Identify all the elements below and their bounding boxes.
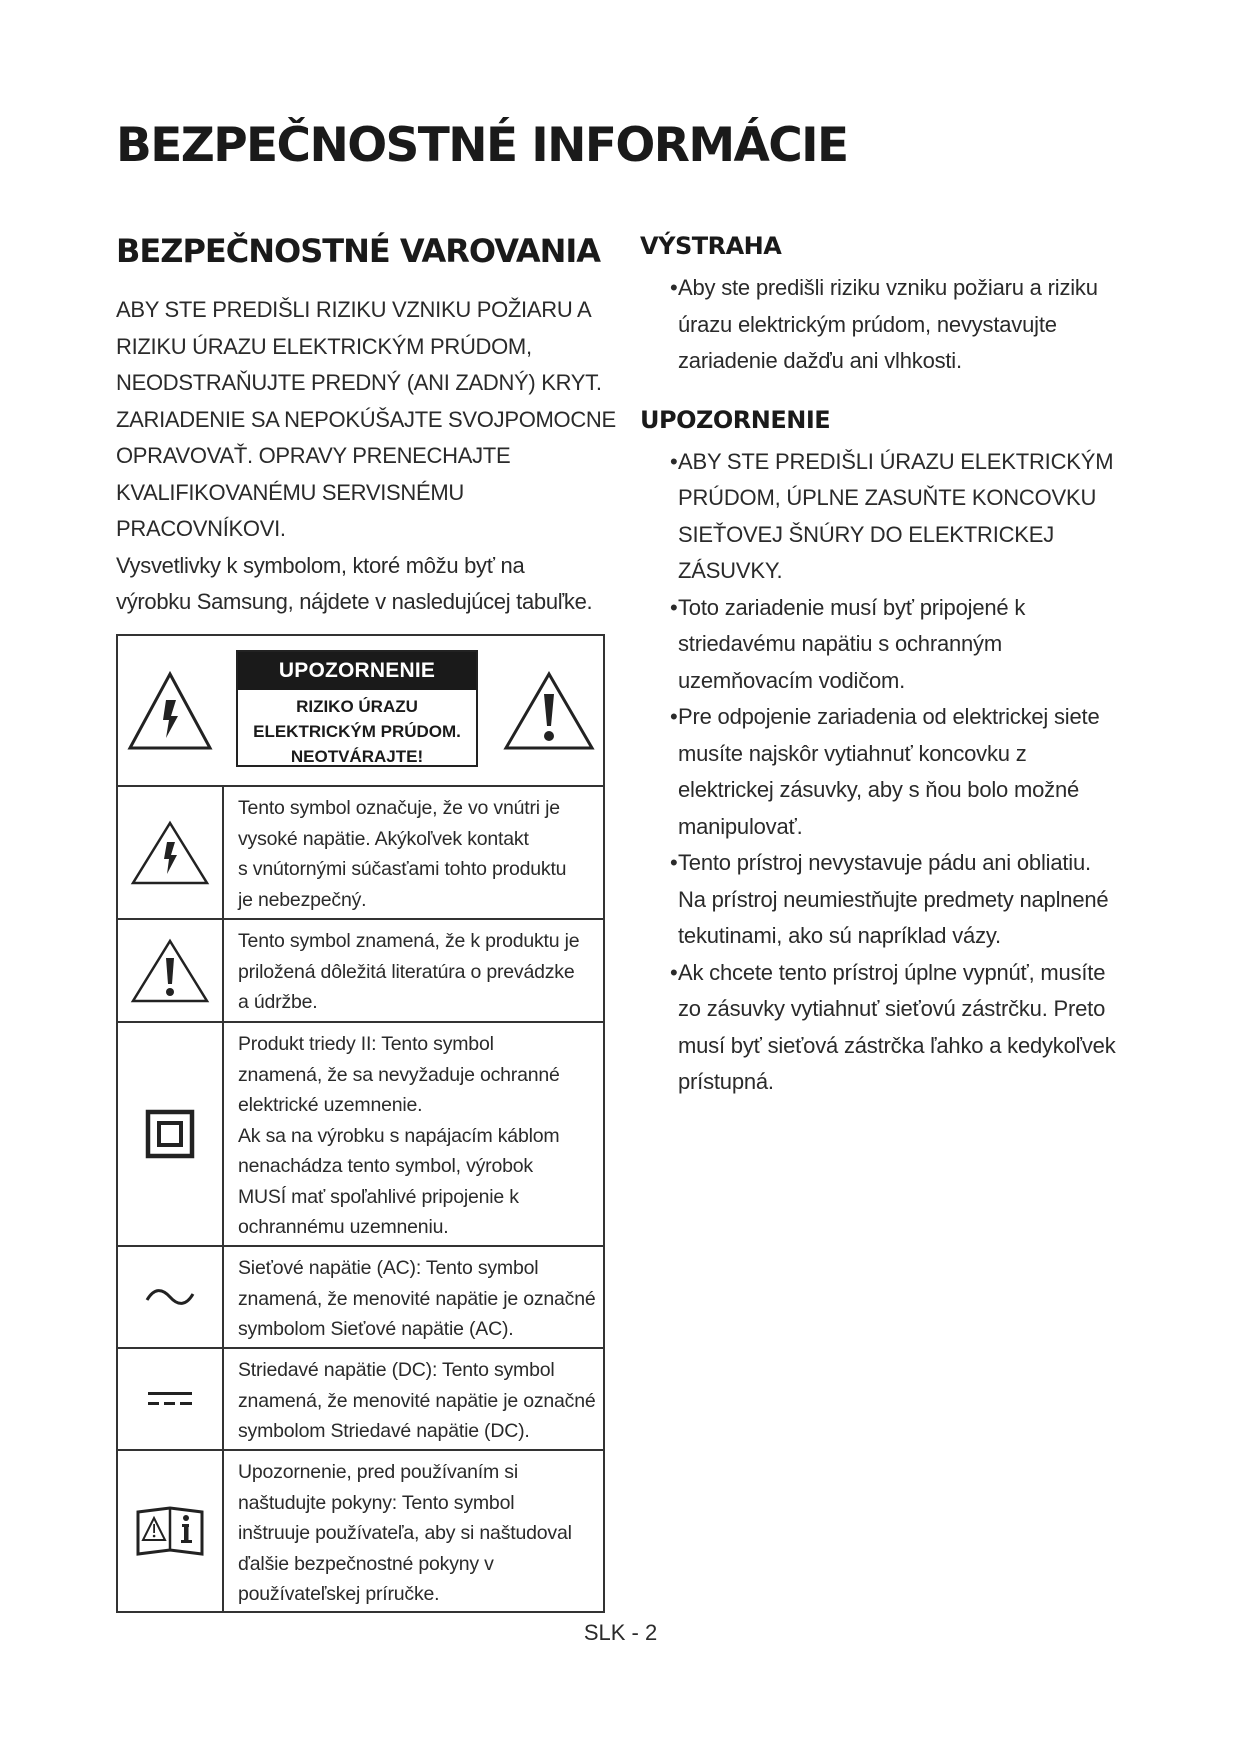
item-line: Aby ste predišli riziku vzniku požiaru a riziku — [678, 275, 1098, 300]
item-line: Pre odpojenie zariadenia od elektrickej siete — [678, 704, 1100, 729]
symbol-row-class-ii — [118, 1023, 603, 1247]
symbol-row-exclamation — [118, 920, 603, 1023]
description-line: Sieťové napätie (AC): Tento symbol — [238, 1257, 539, 1279]
double-square-icon — [145, 1109, 195, 1159]
exclamation-triangle-icon — [130, 938, 210, 1004]
caution-label-title: UPOZORNENIE — [238, 652, 476, 690]
item-line: ZÁSUVKY. — [678, 558, 783, 583]
warning-list — [640, 270, 1140, 380]
item-line: manipulovať. — [678, 813, 803, 839]
description-line: Tento symbol znamená, že k produktu je — [238, 930, 580, 952]
lightning-triangle-icon — [126, 670, 214, 752]
page-title: BEZPEČNOSTNÉ INFORMÁCIE — [116, 118, 848, 173]
caution-item: • Tento prístroj nevystavuje pádu ani obliatiu. Na prístroj neumiestňujte predmety naplnené tekutinami, ako sú napríklad vázy. — [640, 845, 1140, 955]
intro-line: NEODSTRAŇUJTE PREDNÝ (ANI ZADNÝ) KRYT. — [116, 370, 602, 395]
warnings-column — [640, 232, 1140, 1101]
symbol-row-lightning — [118, 787, 603, 920]
caution-label-box — [236, 650, 478, 767]
warning-heading: VÝSTRAHA — [640, 232, 782, 260]
caution-item: • Toto zariadenie musí byť pripojené k striedavému napätiu s ochranným uzemňovacím vodičom. — [640, 590, 1140, 700]
symbol-description — [224, 787, 603, 918]
item-line: elektrickej zásuvky, aby s ňou bolo možné — [678, 777, 1080, 802]
description-line: symbolom Sieťové napätie (AC). — [238, 1318, 514, 1340]
description-line: znamená, že menovité napätie je označné — [238, 1389, 596, 1412]
item-line: ABY STE PREDIŠLI ÚRAZU ELEKTRICKÝM — [678, 448, 1114, 474]
item-line: Tento prístroj nevystavuje pádu ani obliatiu. — [678, 850, 1091, 875]
description-line: MUSÍ mať spoľahlivé pripojenie k — [238, 1185, 519, 1208]
symbol-description — [224, 1023, 603, 1245]
item-line: uzemňovacím vodičom. — [678, 667, 906, 693]
item-line: PRÚDOM, ÚPLNE ZASUŇTE KONCOVKU — [678, 485, 1097, 510]
symbol-description — [224, 1451, 603, 1611]
symbol-table — [116, 634, 605, 1613]
safety-warnings-section — [116, 232, 616, 621]
description-line: je nebezpečný. — [238, 888, 367, 911]
caution-heading: UPOZORNENIE — [640, 405, 831, 434]
intro-line: KVALIFIKOVANÉMU SERVISNÉMU — [116, 479, 464, 505]
item-line: Na prístroj neumiestňujte predmety naplnené — [678, 886, 1109, 912]
symbol-row-dc — [118, 1349, 603, 1451]
dc-lines-icon — [146, 1389, 194, 1409]
item-line: tekutinami, ako sú napríklad vázy. — [678, 923, 1001, 948]
symbol-row-manual — [118, 1451, 603, 1611]
description-line: elektrické uzemnenie. — [238, 1094, 423, 1116]
description-line: ďalšie bezpečnostné pokyny v — [238, 1552, 494, 1575]
description-line: Striedavé napätie (DC): Tento symbol — [238, 1359, 555, 1381]
symbol-row-ac — [118, 1247, 603, 1349]
page-number: SLK - 2 — [583, 1620, 658, 1645]
item-line: Toto zariadenie musí byť pripojené k — [678, 594, 1026, 620]
description-line: Produkt triedy II: Tento symbol — [238, 1033, 494, 1055]
item-line: zariadenie dažďu ani vlhkosti. — [678, 348, 962, 373]
intro-line: ABY STE PREDIŠLI RIZIKU VZNIKU POŽIARU A — [116, 297, 592, 322]
description-line: Ak sa na výrobku s napájacím káblom — [238, 1124, 560, 1147]
item-line: musí byť sieťová zástrčka ľahko a kedykoľvek — [678, 1032, 1116, 1058]
symbol-description — [224, 1247, 603, 1347]
caution-item: • Ak chcete tento prístroj úplne vypnúť, musíte zo zásuvky vytiahnuť sieťovú zástrčku. Preto musí byť sieťová zástrčka ľahko a kedykoľvek prístupná. — [640, 955, 1140, 1101]
description-line: nenachádza tento symbol, výrobok — [238, 1155, 533, 1177]
description-line: ochrannému uzemneniu. — [238, 1216, 449, 1238]
caution-header-row — [118, 636, 603, 787]
description-line: priložená dôležitá literatúra o prevádzke — [238, 960, 575, 983]
description-line: inštruuje používateľa, aby si naštudoval — [238, 1522, 572, 1544]
symbol-description — [224, 920, 603, 1021]
lightning-triangle-icon — [130, 820, 210, 886]
item-line: striedavému napätiu s ochranným — [678, 631, 1002, 656]
caution-list — [640, 444, 1140, 1101]
caution-label-line: NEOTVÁRAJTE! — [290, 747, 424, 766]
caution-item: • ABY STE PREDIŠLI ÚRAZU ELEKTRICKÝM PRÚDOM, ÚPLNE ZASUŇTE KONCOVKU SIEŤOVEJ ŠNÚRY DO ELEKTRICKEJ ZÁSUVKY. — [640, 444, 1140, 590]
intro-line: PRACOVNÍKOVI. — [116, 516, 286, 541]
description-line: s vnútornými súčasťami tohto produktu — [238, 858, 567, 880]
item-line: SIEŤOVEJ ŠNÚRY DO ELEKTRICKEJ — [678, 521, 1055, 547]
caution-label-body — [238, 690, 476, 769]
item-line: zo zásuvky vytiahnuť sieťovú zástrčku. Preto — [678, 996, 1106, 1021]
item-line: Ak chcete tento prístroj úplne vypnúť, musíte — [678, 959, 1106, 985]
ac-wave-icon — [144, 1286, 196, 1308]
warning-item: • Aby ste predišli riziku vzniku požiaru a riziku úrazu elektrickým prúdom, nevystavujte zariadenie dažďu ani vlhkosti. — [640, 270, 1140, 380]
description-line: symbolom Striedavé napätie (DC). — [238, 1420, 530, 1442]
description-line: naštudujte pokyny: Tento symbol — [238, 1491, 515, 1514]
description-line: znamená, že menovité napätie je označné — [238, 1287, 596, 1310]
description-line: vysoké napätie. Akýkoľvek kontakt — [238, 827, 529, 850]
item-line: musíte najskôr vytiahnuť koncovku z — [678, 740, 1027, 766]
intro-line: ZARIADENIE SA NEPOKÚŠAJTE SVOJPOMOCNE — [116, 406, 616, 432]
exclamation-triangle-icon — [502, 670, 596, 752]
symbol-description — [224, 1349, 603, 1449]
intro-line: Vysvetlivky k symbolom, ktoré môžu byť na — [116, 552, 525, 578]
caution-label-line: RIZIKO ÚRAZU — [296, 697, 418, 716]
item-line: prístupná. — [678, 1069, 774, 1094]
description-line: znamená, že sa nevyžaduje ochranné — [238, 1063, 560, 1086]
description-line: a údržbe. — [238, 991, 318, 1013]
description-line: Tento symbol označuje, že vo vnútri je — [238, 797, 560, 819]
caution-label-line: ELEKTRICKÝM PRÚDOM. — [253, 722, 461, 741]
intro-line: výrobku Samsung, nájdete v nasledujúcej tabuľke. — [116, 589, 593, 614]
intro-text — [116, 292, 616, 621]
intro-line: RIZIKU ÚRAZU ELEKTRICKÝM PRÚDOM, — [116, 333, 532, 359]
item-line: úrazu elektrickým prúdom, nevystavujte — [678, 311, 1057, 337]
intro-line: OPRAVOVAŤ. OPRAVY PRENECHAJTE — [116, 443, 511, 468]
caution-item: • Pre odpojenie zariadenia od elektrickej siete musíte najskôr vytiahnuť koncovku z elektrickej zásuvky, aby s ňou bolo možné manipulovať. — [640, 699, 1140, 845]
manual-book-icon — [135, 1504, 205, 1558]
description-line: Upozornenie, pred používaním si — [238, 1461, 518, 1483]
safety-warnings-heading: BEZPEČNOSTNÉ VAROVANIA — [116, 232, 601, 270]
description-line: používateľskej príručke. — [238, 1583, 440, 1605]
